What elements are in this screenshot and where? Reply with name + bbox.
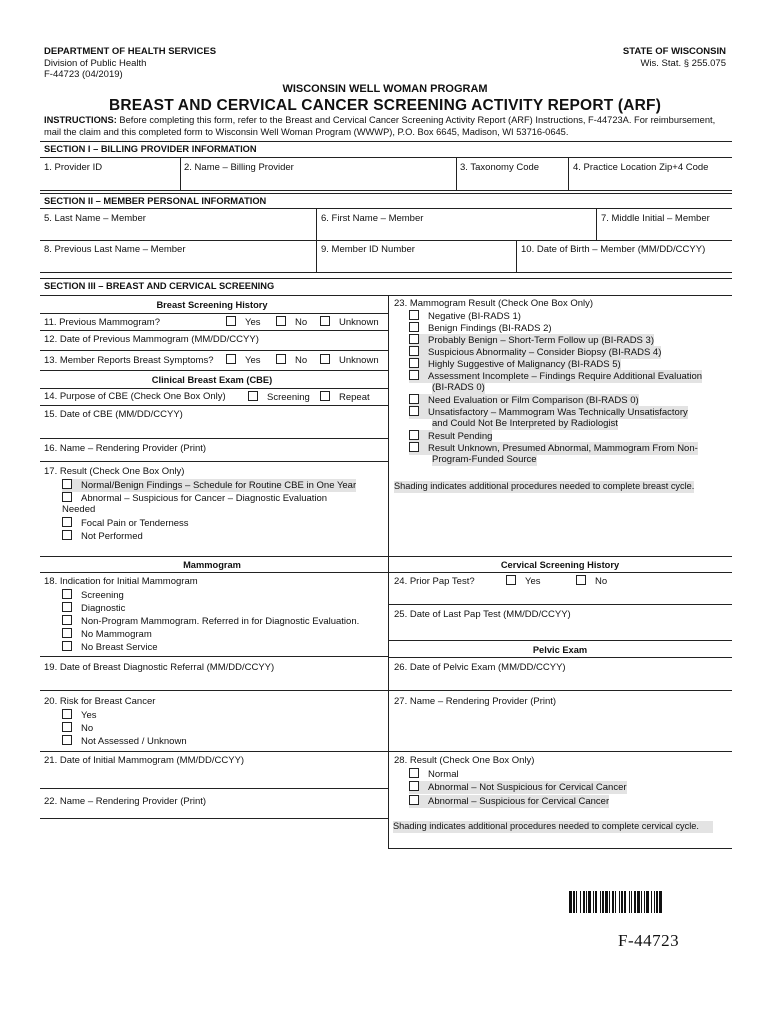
q23-opt-negative[interactable]: Negative (BI-RADS 1)	[409, 310, 521, 323]
q13-yes[interactable]: Yes	[226, 354, 261, 367]
q11-label: 11. Previous Mammogram?	[44, 317, 160, 328]
barcode-bar	[612, 891, 614, 913]
barcode-bar	[602, 891, 604, 913]
barcode-bar	[609, 891, 610, 913]
section2-title: SECTION II – MEMBER PERSONAL INFORMATION	[44, 196, 267, 206]
q18-opt-no-breast-service[interactable]: No Breast Service	[62, 641, 158, 654]
q23-opt-need-evaluation[interactable]: Need Evaluation or Film Comparison (BI-RADS 0)	[409, 394, 639, 407]
q24-no[interactable]: No	[576, 575, 607, 588]
barcode-bar	[641, 891, 642, 913]
q23-opt-benign[interactable]: Benign Findings (BI-RADS 2)	[409, 322, 552, 335]
field-practice-zip[interactable]: 4. Practice Location Zip+4 Code	[573, 162, 709, 173]
checkbox[interactable]	[62, 735, 72, 745]
mammogram-heading: Mammogram	[183, 560, 241, 570]
q11-unknown[interactable]: Unknown	[320, 316, 379, 329]
q18-opt-diagnostic[interactable]: Diagnostic	[62, 602, 125, 615]
division-name: Division of Public Health	[44, 57, 147, 69]
q18-opt-non-program[interactable]: Non-Program Mammogram. Referred in for Diagnostic Evaluation.	[62, 615, 359, 628]
barcode	[569, 891, 737, 913]
q21-initial-mammogram-date[interactable]: 21. Date of Initial Mammogram (MM/DD/CCYY)	[44, 755, 245, 766]
instructions	[44, 115, 734, 138]
q20-opt-not-assessed[interactable]: Not Assessed / Unknown	[62, 735, 187, 748]
q23-opt-incomplete-cont: (BI-RADS 0)	[432, 382, 485, 393]
field-taxonomy-code[interactable]: 3. Taxonomy Code	[460, 162, 540, 173]
dept-name: DEPARTMENT OF HEALTH SERVICES	[44, 46, 217, 57]
page-title: BREAST AND CERVICAL CANCER SCREENING ACTIVITY REPORT (ARF)	[108, 97, 662, 114]
instructions-label: INSTRUCTIONS:	[44, 115, 117, 125]
barcode-bar	[651, 891, 652, 913]
program-name: WISCONSIN WELL WOMAN PROGRAM	[282, 83, 488, 95]
checkbox[interactable]	[409, 781, 419, 791]
q26-pelvic-exam-date[interactable]: 26. Date of Pelvic Exam (MM/DD/CCYY)	[394, 662, 566, 673]
field-last-name[interactable]: 5. Last Name – Member	[44, 213, 146, 224]
barcode-bar	[629, 891, 630, 913]
instructions-text: Before completing this form, refer to the Breast and Cervical Cancer Screening Activity Report (ARF) Instructions, F-44723A. For reimbursement, mail the claim and this completed form to Wisconsin Well Woman Program (WWWP), P.O. Box 6645, Madison, WI 53716-0645.	[44, 115, 716, 137]
checkbox[interactable]	[276, 316, 286, 326]
q23-opt-unsatisfactory-cont: and Could Not Be Interpreted by Radiologist	[432, 418, 618, 429]
checkbox[interactable]	[276, 354, 286, 364]
checkbox[interactable]	[320, 391, 330, 401]
barcode-bar	[600, 891, 601, 913]
q13-label: 13. Member Reports Breast Symptoms?	[44, 355, 214, 366]
barcode-bar	[595, 891, 597, 913]
q23-opt-unknown-presumed[interactable]: Result Unknown, Presumed Abnormal, Mammogram From Non-	[409, 442, 698, 455]
q24-label: 24. Prior Pap Test?	[394, 576, 475, 587]
checkbox[interactable]	[62, 628, 72, 638]
barcode-bar	[588, 891, 591, 913]
checkbox[interactable]	[409, 310, 419, 320]
q23-opt-suspicious[interactable]: Suspicious Abnormality – Consider Biopsy (BI-RADS 4)	[409, 346, 661, 359]
q11-yes[interactable]: Yes	[226, 316, 261, 329]
checkbox[interactable]	[62, 479, 72, 489]
q23-opt-unsatisfactory[interactable]: Unsatisfactory – Mammogram Was Technically Unsatisfactory	[409, 406, 688, 419]
checkbox[interactable]	[409, 358, 419, 368]
checkbox[interactable]	[409, 370, 419, 380]
field-date-of-birth[interactable]: 10. Date of Birth – Member (MM/DD/CCYY)	[521, 244, 706, 255]
statute: Wis. Stat. § 255.075	[640, 57, 726, 69]
field-first-name[interactable]: 6. First Name – Member	[321, 213, 424, 224]
checkbox[interactable]	[62, 722, 72, 732]
barcode-bar	[619, 891, 620, 913]
q22-rendering-provider[interactable]: 22. Name – Rendering Provider (Print)	[44, 796, 207, 807]
barcode-bar	[644, 891, 645, 913]
barcode-bar	[656, 891, 658, 913]
checkbox[interactable]	[409, 322, 419, 332]
q17-opt-normal[interactable]: Normal/Benign Findings – Schedule for Routine CBE in One Year	[62, 479, 356, 492]
header-right	[623, 46, 726, 69]
q14-screening[interactable]: Screening	[248, 391, 310, 404]
q20-label: 20. Risk for Breast Cancer	[44, 696, 156, 707]
shading-note-cervical: Shading indicates additional procedures needed to complete cervical cycle.	[393, 821, 713, 833]
barcode-bar	[631, 891, 632, 913]
barcode-bar	[646, 891, 649, 913]
barcode-bar	[659, 891, 662, 913]
checkbox[interactable]	[62, 517, 72, 527]
form-code: F-44723 (04/2019)	[44, 69, 123, 80]
barcode-bar	[580, 891, 581, 913]
q11-no[interactable]: No	[276, 316, 307, 329]
barcode-bar	[634, 891, 636, 913]
checkbox[interactable]	[226, 316, 236, 326]
state-name: STATE OF WISCONSIN	[622, 46, 726, 57]
checkbox[interactable]	[409, 334, 419, 344]
q19-referral-date[interactable]: 19. Date of Breast Diagnostic Referral (MM/DD/CCYY)	[44, 662, 275, 673]
checkbox[interactable]	[320, 316, 330, 326]
form-number: F-44723	[618, 931, 680, 950]
q13-unknown[interactable]: Unknown	[320, 354, 379, 367]
checkbox[interactable]	[409, 795, 419, 805]
q23-label: 23. Mammogram Result (Check One Box Only)	[394, 298, 594, 309]
barcode-bar	[637, 891, 640, 913]
q24-yes[interactable]: Yes	[506, 575, 541, 588]
cervical-history-heading: Cervical Screening History	[500, 560, 620, 570]
q23-opt-incomplete[interactable]: Assessment Incomplete – Findings Require Additional Evaluation	[409, 370, 702, 383]
pelvic-exam-heading: Pelvic Exam	[532, 645, 588, 655]
checkbox[interactable]	[409, 442, 419, 452]
checkbox[interactable]	[62, 641, 72, 651]
barcode-bar	[654, 891, 655, 913]
q17-opt-abnormal[interactable]: Abnormal – Suspicious for Cancer – Diagnostic Evaluation	[62, 492, 327, 505]
q25-last-pap-date[interactable]: 25. Date of Last Pap Test (MM/DD/CCYY)	[394, 609, 571, 620]
checkbox[interactable]	[320, 354, 330, 364]
barcode-bar	[573, 891, 575, 913]
barcode-bar	[605, 891, 608, 913]
q23-opt-probably-benign[interactable]: Probably Benign – Short-Term Follow up (BI-RADS 3)	[409, 334, 654, 347]
checkbox[interactable]	[62, 615, 72, 625]
q13-no[interactable]: No	[276, 354, 307, 367]
q17-opt-abnormal-cont: Needed	[62, 504, 96, 515]
q28-opt-normal[interactable]: Normal	[409, 768, 459, 781]
q12-date-prev-mammogram[interactable]: 12. Date of Previous Mammogram (MM/DD/CCYY)	[44, 334, 259, 345]
checkbox[interactable]	[576, 575, 586, 585]
cbe-heading: Clinical Breast Exam (CBE)	[151, 375, 273, 385]
field-previous-last-name[interactable]: 8. Previous Last Name – Member	[44, 244, 186, 255]
checkbox[interactable]	[62, 602, 72, 612]
checkbox[interactable]	[62, 589, 72, 599]
barcode-bar	[624, 891, 626, 913]
checkbox[interactable]	[506, 575, 516, 585]
q17-opt-focal-pain[interactable]: Focal Pain or Tenderness	[62, 517, 189, 530]
field-middle-initial[interactable]: 7. Middle Initial – Member	[601, 213, 710, 224]
q23-opt-unknown-cont: Program-Funded Source	[432, 454, 537, 465]
q17-opt-not-performed[interactable]: Not Performed	[62, 530, 143, 543]
checkbox[interactable]	[409, 346, 419, 356]
q15-date-cbe[interactable]: 15. Date of CBE (MM/DD/CCYY)	[44, 409, 183, 420]
field-provider-id[interactable]: 1. Provider ID	[44, 162, 103, 173]
q18-opt-no-mammogram[interactable]: No Mammogram	[62, 628, 152, 641]
section1-title: SECTION I – BILLING PROVIDER INFORMATION	[44, 144, 257, 154]
q23-opt-pending[interactable]: Result Pending	[409, 430, 492, 443]
checkbox[interactable]	[62, 530, 72, 540]
breast-history-heading: Breast Screening History	[156, 300, 268, 310]
q17-label: 17. Result (Check One Box Only)	[44, 466, 185, 477]
section3-title: SECTION III – BREAST AND CERVICAL SCREENING	[44, 281, 275, 291]
field-billing-provider-name[interactable]: 2. Name – Billing Provider	[184, 162, 294, 173]
checkbox[interactable]	[409, 406, 419, 416]
q18-opt-screening[interactable]: Screening	[62, 589, 124, 602]
q23-opt-highly-suggestive[interactable]: Highly Suggestive of Malignancy (BI-RADS 5)	[409, 358, 621, 371]
checkbox[interactable]	[409, 768, 419, 778]
barcode-bar	[576, 891, 577, 913]
q16-rendering-provider[interactable]: 16. Name – Rendering Provider (Print)	[44, 443, 207, 454]
checkbox[interactable]	[248, 391, 258, 401]
checkbox[interactable]	[226, 354, 236, 364]
checkbox[interactable]	[62, 709, 72, 719]
field-member-id[interactable]: 9. Member ID Number	[321, 244, 415, 255]
shading-note-breast: Shading indicates additional procedures needed to complete breast cycle.	[394, 481, 695, 491]
q18-label: 18. Indication for Initial Mammogram	[44, 576, 198, 587]
barcode-bar	[569, 891, 572, 913]
barcode-bar	[615, 891, 616, 913]
checkbox[interactable]	[62, 492, 72, 502]
checkbox[interactable]	[409, 430, 419, 440]
q27-rendering-provider[interactable]: 27. Name – Rendering Provider (Print)	[394, 696, 557, 707]
header-left	[44, 46, 216, 81]
q20-opt-no[interactable]: No	[62, 722, 93, 735]
q28-label: 28. Result (Check One Box Only)	[394, 755, 535, 766]
barcode-bar	[583, 891, 585, 913]
q28-opt-not-suspicious[interactable]: Abnormal – Not Suspicious for Cervical Cancer	[409, 781, 627, 794]
q28-opt-suspicious[interactable]: Abnormal – Suspicious for Cervical Cancer	[409, 795, 609, 808]
q20-opt-yes[interactable]: Yes	[62, 709, 97, 722]
q14-label: 14. Purpose of CBE (Check One Box Only)	[44, 391, 226, 402]
barcode-bar	[621, 891, 623, 913]
checkbox[interactable]	[409, 394, 419, 404]
q14-repeat[interactable]: Repeat	[320, 391, 370, 404]
barcode-bar	[586, 891, 587, 913]
barcode-bar	[593, 891, 594, 913]
